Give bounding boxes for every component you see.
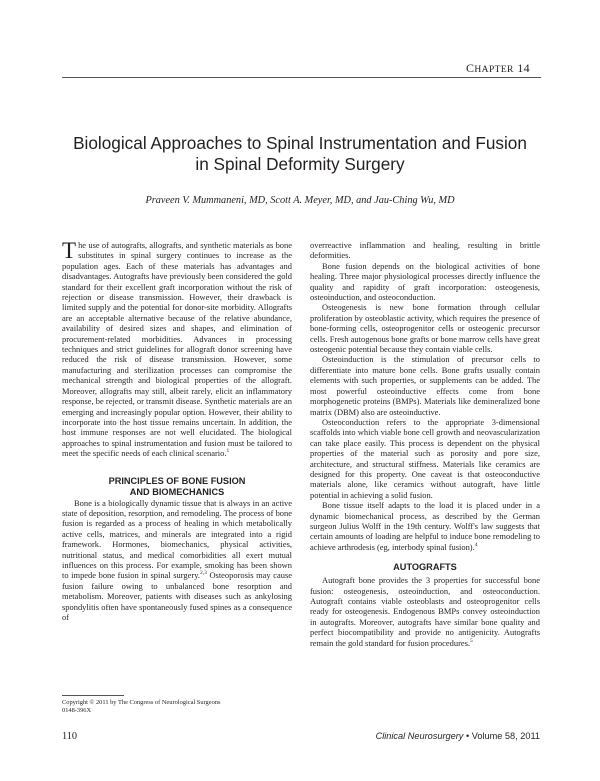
article-title-line-1: Biological Approaches to Spinal Instrumentation and Fusion (73, 133, 527, 153)
chapter-label (466, 61, 530, 76)
running-footer (376, 731, 540, 741)
footnote-rule (62, 695, 124, 696)
citation-ref: 1 (226, 448, 230, 455)
journal-name: Clinical Neurosurgery (375, 731, 464, 741)
osteoconduction-paragraph: Osteoconduction refers to the appropriate 3-dimensional scaffolds into which viable bone cell growth and neovascularization can take place easily. This process is dependent on the physical properties of the material such as porosity and pore size, architecture, and structural stiffness. Materials like ceramics are designed for this property. One caveat is that osteoconductive materials alone, like ceramics without autograft, have little potential in achieving a solid fusion. (310, 416, 540, 500)
citation-ref: 5 (470, 637, 473, 644)
autograft-paragraph (310, 575, 540, 648)
principles-text-cont: Osteoporosis may cause fusion failure owing to unbalanced bone resorption and metabolism. Moreover, patients with diseases such as ankylosing spondylitis often have spontaneously fused spines as a consequence of (62, 570, 292, 622)
footer-separator: • (463, 731, 472, 741)
citation-ref: 4 (474, 541, 478, 548)
citation-ref: 2,3 (199, 570, 207, 577)
copyright-footnote (62, 699, 292, 715)
principles-paragraph (62, 498, 292, 623)
wolff-text: Bone tissue itself adapts to the load it is placed under in a dynamic biomechanical process, as described by the German surgeon Julius Wolff in the 19th century. Wolff's law suggests that certain amounts of loading are helpful to induce bone remodeling to achieve arthrodesis (eg, interbody spinal fusion). (310, 500, 540, 552)
article-title-line-2: in Spinal Deformity Surgery (195, 154, 405, 174)
article-title (40, 133, 560, 175)
chapter-rule (62, 77, 541, 78)
continued-paragraph: overreactive inflammation and healing, resulting in brittle deformities. (310, 240, 540, 261)
section-heading-line-2: AND BIOMECHANICS (129, 486, 225, 497)
left-column (62, 240, 292, 622)
intro-paragraph (62, 240, 292, 459)
section-heading-autografts: AUTOGRAFTS (393, 562, 457, 573)
drop-cap: T (62, 238, 77, 263)
page-number: 110 (62, 731, 78, 742)
chapter-number: 14 (517, 61, 530, 75)
wolff-paragraph (310, 500, 540, 552)
intro-text: he use of autografts, allografts, and synthetic materials as bone substitutes in spinal surgery continues to increase as the population ages. Each of these materials has advantages and disadvantages. Autografts have previously been considered the gold standard for their excellent graft incorporation without the risk of rejection or disease transmission. However, their drawback is limited supply and the potential for donor-site morbidity. Allografts are an acceptable alternative because of the relative abundance, availability of desired sizes and shapes, and elimination of procurement-related morbidities. Advances in processing techniques and strict guidelines for allograft donor screening have reduced the risk of disease transmission. However, some manufacturing and sterilization processes can compromise the mechanical strength and biological properties of the allograft. Moreover, allografts may still, albeit rarely, elicit an inflammatory response, be rejected, or transmit disease. Synthetic materials are an emerging and increasingly popular option. However, their ability to incorporate into the host tissue remains uncertain. In addition, the host immune responses are not well elucidated. The biological approaches to spinal instrumentation and fusion must be tailored to meet the specific needs of each clinical scenario. (62, 240, 292, 459)
author-list: Praveen V. Mummaneni, MD, Scott A. Meyer, MD, and Jau-Ching Wu, MD (145, 195, 455, 206)
fusion-paragraph: Bone fusion depends on the biological activities of bone healing. Three major physiological processes directly influence the quality and rapidity of graft incorporation: osteogenesis, osteoinduction, and osteoconduction. (310, 260, 540, 303)
autograft-text: Autograft bone provides the 3 properties for successful bone fusion: osteogenesis, osteoinduction, and osteoconduction. Autograft contains viable osteoblasts and osteoprogenitor cells ready for osteogenesis. Endogenous BMPs convey osteoinduction in autografts. Moreover, autografts have similar bone quality and perfect biocompatibility and provide no antigenicity. Autografts remain the gold standard for fusion procedures. (310, 575, 540, 648)
section-heading-principles (62, 476, 292, 498)
osteoinduction-paragraph: Osteoinduction is the stimulation of precursor cells to differentiate into mature bone cells. Bone grafts usually contain elements with such properties, or supplements can be added. The most powerful osteoinductive effects come from bone morphogenetic proteins (BMPs). Materials like demineralized bone matrix (DBM) also are osteoinductive. (310, 354, 540, 417)
issn-code: 0148-396X (62, 707, 92, 714)
osteogenesis-paragraph: Osteogenesis is new bone formation through cellular proliferation by osteoblastic activity, which requires the presence of bone-forming cells, osteoprogenitor cells or osteogenic precursor cells. Fresh autogenous bone grafts or bone marrow cells have great osteogenic potential because they contain viable cells. (310, 302, 540, 355)
volume-info: Volume 58, 2011 (471, 731, 540, 741)
copyright-line: Copyright © 2011 by The Congress of Neurological Surgeons (62, 699, 221, 706)
right-column (310, 240, 540, 648)
chapter-label-initial: C (466, 61, 475, 75)
chapter-label-word: HAPTER (474, 65, 514, 75)
section-heading-line-1: PRINCIPLES OF BONE FUSION (108, 475, 246, 486)
principles-text: Bone is a biologically dynamic tissue that is always in an active state of deposition, resorption, and remodeling. The process of bone fusion is regarded as a process of healing in which metabolically active cells, matrices, and minerals are integrated into a rigid framework. Hormones, biomechanics, physical activities, nutritional status, and medical comorbidities all exert mutual influences on this process. For example, smoking has been shown to impede bone fusion in spinal surgery. (62, 497, 292, 581)
